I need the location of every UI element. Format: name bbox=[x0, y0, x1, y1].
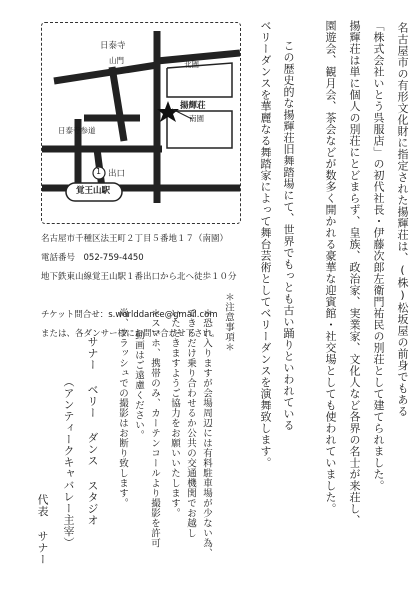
map-station: 覚王山駅 bbox=[76, 186, 111, 196]
notes-item-3: いただきますようご協力をお願いいたします。 bbox=[169, 308, 180, 518]
main-line-2: 「株式会社いとう呉服店」の初代社長・伊藤次郎左衛門祐民の別荘として建てられました。 bbox=[372, 20, 385, 492]
notes-item-1: ＊恐れ入りますが会場周辺には有料駐車場が少ない為、 bbox=[201, 308, 212, 558]
map-label-venue: 揚輝荘 bbox=[180, 101, 206, 111]
main-line-4: 園遊会、観月会、茶会などが数多く開かれる豪華な迎賓館・社交場としても使われていました。 bbox=[324, 20, 337, 515]
main-line-5: この歴史的な揚輝荘旧舞踏場にて、世界でもっとも古い踊りといわれている bbox=[282, 40, 295, 431]
access-map bbox=[41, 22, 241, 224]
studio-sub: （アンティークキャバレー主宰） bbox=[62, 376, 75, 549]
map-label-shrine: 日泰寺 bbox=[100, 41, 126, 51]
map-exit-number: 1 bbox=[96, 167, 102, 176]
notes-item-6: 動画はご遠慮ください。 bbox=[133, 330, 144, 440]
map-label-gate: 山門 bbox=[109, 56, 124, 65]
main-line-1: 名古屋市の有形文化財に指定された揚輝荘は、(株)松坂屋の前身でもある bbox=[396, 22, 409, 417]
map-label-road: 日泰寺参道 bbox=[58, 126, 96, 135]
info-address: 名古屋市千種区法王町２丁目５番地１７（南園） bbox=[41, 234, 229, 244]
studio-name: サナー ベリー ダンス スタジオ bbox=[86, 336, 99, 526]
map-label-north: 北園 bbox=[184, 60, 199, 69]
notes-item-2: できるだけ乗り合わせるか公共の交通機関でお越し bbox=[185, 308, 196, 538]
main-line-3: 揚輝荘は単に個人の別荘にとどまらず、皇族、政治家、実業家、文化人など各界の名士が来荘し、 bbox=[348, 20, 361, 526]
map-roads bbox=[42, 23, 240, 223]
map-label-venue-south: 南園 bbox=[189, 114, 204, 123]
info-ticket: チケット問合せ：s.worlddance@gmail.com bbox=[41, 310, 218, 320]
notes-item-5: 尚、フラッシュでの撮影はお断り致します。 bbox=[117, 308, 128, 508]
info-phone: 電話番号 052-759-4450 bbox=[41, 253, 144, 263]
studio-rep: 代表 サナー bbox=[36, 494, 49, 565]
info-dancers: または、各ダンサー様にお問い合わせ下さい。 bbox=[41, 329, 220, 339]
info-access: 地下鉄東山線覚王山駅１番出口から北へ徒歩１０分 bbox=[41, 272, 237, 282]
notes-title: ＊注意事項＊ bbox=[223, 292, 234, 352]
main-line-6: ベリーダンスを華麗なる舞踏家によって舞台芸術としてベリーダンスを演舞致します。 bbox=[259, 20, 272, 469]
map-exit-label: 出口 bbox=[108, 169, 126, 179]
notes-item-4: ＊スマホ、携帯のみ、カーテンコールより撮影を許可 bbox=[149, 308, 160, 548]
